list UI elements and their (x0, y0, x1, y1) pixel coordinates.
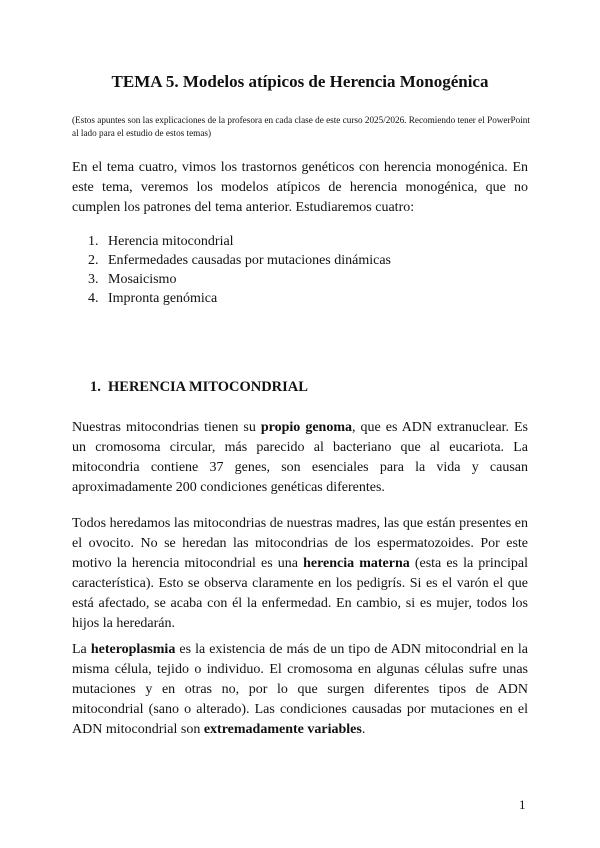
page-number: 1 (519, 797, 526, 812)
paragraph-own-genome: Nuestras mitocondrias tienen su propio genoma, que es ADN extranuclear. Es un cromosoma circular, más parecido al bacteriano que al eucariota. La mitocondria contiene 37 genes, son esenciales para la vida y causan aproximadamente 200 condiciones genéticas diferentes. (72, 420, 528, 495)
list-item: 3. Mosaicismo (88, 272, 177, 287)
bold-term: herencia materna (303, 556, 410, 571)
intro-paragraph: En el tema cuatro, vimos los trastornos genéticos con herencia monogénica. En este tema, veremos los modelos atípicos de herencia monogénica, que no cumplen los patrones del tema anterior. Estudiaremos cuatro: (72, 160, 528, 215)
author-note: (Estos apuntes son las explicaciones de la profesora en cada clase de este curso 2025/2026. Recomiendo tener el PowerPoint al lado para el estudio de estos temas) (72, 115, 530, 138)
bold-term: heteroplasmia (90, 642, 176, 657)
bold-term: propio genoma (260, 420, 352, 435)
list-item: 1. Herencia mitocondrial (88, 234, 234, 249)
paragraph-heteroplasmy: La heteroplasmia es la existencia de más de un tipo de ADN mitocondrial en la misma célula, tejido o individuo. El cromosoma en algunas células sufre unas mutaciones y en otras no, por lo que surgen diferentes tipos de ADN mitocondrial (sano o alterado). Las condiciones causadas por mutaciones en el ADN mitocondrial son extremadamente variables. (72, 642, 529, 737)
topics-list (88, 232, 391, 308)
document-title: TEMA 5. Modelos atípicos de Herencia Monogénica (111, 72, 489, 91)
list-item: 4. Impronta genómica (88, 291, 218, 306)
section-heading: 1. HERENCIA MITOCONDRIAL (90, 379, 308, 395)
list-item: 2. Enfermedades causadas por mutaciones dinámicas (88, 253, 392, 268)
bold-term: extremadamente variables (203, 722, 362, 737)
paragraph-maternal-inheritance: Todos heredamos las mitocondrias de nuestras madres, las que están presentes en el ovocito. No se heredan las mitocondrias de los espermatozoides. Por este motivo la herencia mitocondrial es una herencia materna (esta es la principal característica). Esto se observa claramente en los pedigrís. Si es el varón el que está afectado, se acaba con él la enfermedad. En cambio, si es mujer, todos los hijos la heredarán. (72, 516, 529, 631)
